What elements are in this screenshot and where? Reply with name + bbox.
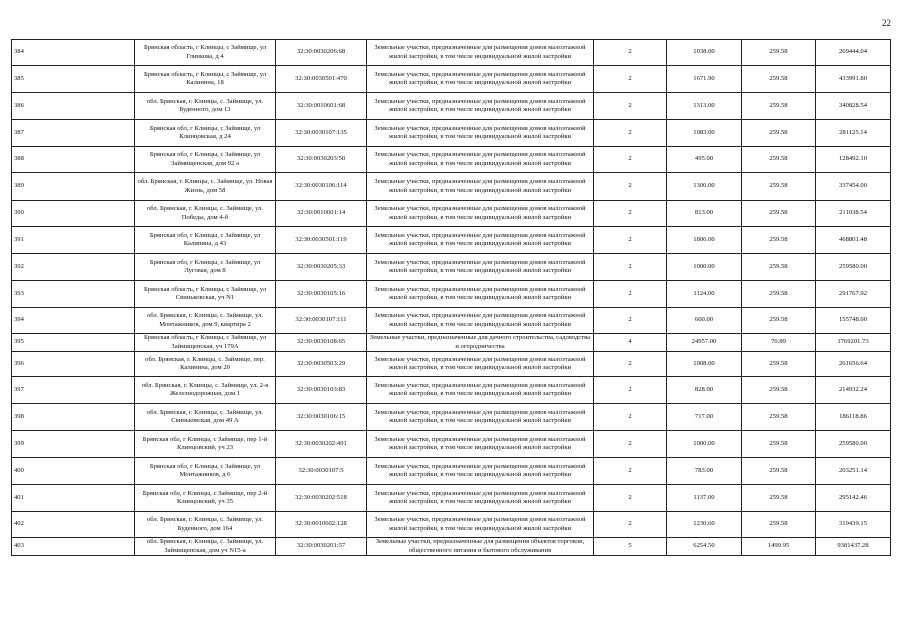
cadastral-number-cell: 32:30:0030501:119 [276,227,367,254]
cadastral-value-cell: 128492.10 [816,147,891,173]
area-cell: 1671.90 [667,66,742,93]
address-cell: Брянская обл, г Клинцы, с Займище, ул Клинцовская, д 24 [135,120,276,147]
address-cell: обл. Брянская, г. Клинцы, с. Займище, ул. Новая Жизнь, дом 58 [135,173,276,201]
address-cell: обл. Брянская, г. Клинцы, с. Займище, ул. Победы, дом 4-б [135,201,276,227]
group-number-cell: 2 [594,254,667,281]
cadastral-number-cell: 32:30:0030202:518 [276,485,367,512]
cadastral-number-cell: 32:30:0030108:65 [276,334,367,352]
land-use-type-cell: Земельные участки, предназначенные для размещения домов малоэтажной жилой застройки, в том числе индивидуальной жилой застройки [367,40,594,66]
table-row [12,254,891,281]
cadastral-value-table [11,39,891,556]
cadastral-number-cell: 32:30:0030501:470 [276,66,367,93]
table-row [12,431,891,458]
land-use-type-cell: Земельные участки, предназначенные для размещения домов малоэтажной жилой застройки, в том числе индивидуальной жилой застройки [367,308,594,334]
row-number-cell: 390 [12,201,135,227]
group-number-cell: 2 [594,120,667,147]
row-number-cell: 403 [12,538,135,556]
table-row [12,334,891,352]
specific-value-cell: 259.58 [742,352,816,377]
group-number-cell: 2 [594,173,667,201]
row-number-cell: 396 [12,352,135,377]
land-use-type-cell: Земельные участки, предназначенные для размещения домов малоэтажной жилой застройки, в том числе индивидуальной жилой застройки [367,147,594,173]
group-number-cell: 2 [594,431,667,458]
group-number-cell: 2 [594,93,667,120]
land-use-type-cell: Земельные участки, предназначенные для дачного строительства, садоводства и огородничества [367,334,594,352]
area-cell: 1230.60 [667,512,742,538]
land-use-type-cell: Земельные участки, предназначенные для размещения домов малоэтажной жилой застройки, в том числе индивидуальной жилой застройки [367,352,594,377]
row-number-cell: 386 [12,93,135,120]
cadastral-number-cell: 32:30:0030107:135 [276,120,367,147]
area-cell: 600.00 [667,308,742,334]
cadastral-number-cell: 32:30:0030202:491 [276,431,367,458]
cadastral-number-cell: 32:30:0030503:29 [276,352,367,377]
area-cell: 1124.00 [667,281,742,308]
address-cell: Брянская обл, г Клинцы, с Займище, пер 2-й Клинцовский, уч 35 [135,485,276,512]
area-cell: 717.00 [667,404,742,431]
group-number-cell: 2 [594,66,667,93]
group-number-cell: 2 [594,352,667,377]
table-row [12,66,891,93]
cadastral-number-cell: 32:30:0030203:50 [276,147,367,173]
row-number-cell: 394 [12,308,135,334]
cadastral-value-cell: 340828.54 [816,93,891,120]
area-cell: 1000.00 [667,254,742,281]
row-number-cell: 397 [12,377,135,404]
specific-value-cell: 259.58 [742,431,816,458]
group-number-cell: 4 [594,334,667,352]
cadastral-number-cell: 32:30:0010601:68 [276,93,367,120]
specific-value-cell: 259.58 [742,254,816,281]
area-cell: 1300.00 [667,173,742,201]
cadastral-value-cell: 468801.48 [816,227,891,254]
specific-value-cell: 259.58 [742,404,816,431]
table-row [12,485,891,512]
specific-value-cell: 70.89 [742,334,816,352]
table-row [12,458,891,485]
group-number-cell: 2 [594,147,667,173]
address-cell: обл. Брянская, г. Клинцы, с. Займище, ул. Буденного, дом 164 [135,512,276,538]
area-cell: 828.00 [667,377,742,404]
cadastral-value-cell: 433991.80 [816,66,891,93]
table-row [12,93,891,120]
table-row [12,377,891,404]
cadastral-number-cell: 32:30:0030105:16 [276,281,367,308]
table-row [12,512,891,538]
cadastral-value-cell: 319439.15 [816,512,891,538]
area-cell: 1806.00 [667,227,742,254]
cadastral-value-cell: 295142.46 [816,485,891,512]
specific-value-cell: 259.58 [742,308,816,334]
address-cell: Брянская область, г Клинцы, с Займище, ул Свиньковская, уч N1 [135,281,276,308]
area-cell: 6254.50 [667,538,742,556]
address-cell: Брянская область, г Клинцы, с Займище, ул Глинкова, д 4 [135,40,276,66]
table-row [12,227,891,254]
address-cell: Брянская область, г Клинцы, с Займище, ул Займищенская, уч 179А [135,334,276,352]
cadastral-number-cell: 32:30:0030107:5 [276,458,367,485]
land-use-type-cell: Земельные участки, предназначенные для размещения домов малоэтажной жилой застройки, в том числе индивидуальной жилой застройки [367,254,594,281]
specific-value-cell: 259.58 [742,147,816,173]
cadastral-value-cell: 203251.14 [816,458,891,485]
row-number-cell: 395 [12,334,135,352]
land-use-type-cell: Земельные участки, предназначенные для размещения домов малоэтажной жилой застройки, в том числе индивидуальной жилой застройки [367,201,594,227]
land-use-type-cell: Земельные участки, предназначенные для размещения домов малоэтажной жилой застройки, в том числе индивидуальной жилой застройки [367,173,594,201]
row-number-cell: 387 [12,120,135,147]
specific-value-cell: 259.58 [742,93,816,120]
row-number-cell: 385 [12,66,135,93]
cadastral-value-cell: 337454.00 [816,173,891,201]
address-cell: обл. Брянская, г. Клинцы, с. Займище, ул. Монтажников, дом 9, квартира 2 [135,308,276,334]
table-row [12,201,891,227]
table-row [12,308,891,334]
area-cell: 1313.00 [667,93,742,120]
address-cell: обл. Брянская, г. Клинцы, с. Займище, пер. Калинина, дом 20 [135,352,276,377]
land-use-type-cell: Земельные участки, предназначенные для размещения объектов торговли, общественного питания и бытового обслуживания [367,538,594,556]
cadastral-number-cell: 32:30:0030201:57 [276,538,367,556]
area-cell: 24957.00 [667,334,742,352]
table-row [12,538,891,556]
cadastral-value-cell: 9381437.28 [816,538,891,556]
specific-value-cell: 259.58 [742,281,816,308]
area-cell: 783.00 [667,458,742,485]
specific-value-cell: 259.58 [742,173,816,201]
row-number-cell: 388 [12,147,135,173]
row-number-cell: 392 [12,254,135,281]
table-row [12,173,891,201]
address-cell: Брянская обл, г Клинцы, с Займище, ул Калинина, д 43 [135,227,276,254]
table-row [12,147,891,173]
specific-value-cell: 259.58 [742,512,816,538]
cadastral-value-cell: 155748.00 [816,308,891,334]
row-number-cell: 393 [12,281,135,308]
table-row [12,404,891,431]
address-cell: Брянская обл, г Клинцы, с Займище, ул Займищенская, дом 92 а [135,147,276,173]
group-number-cell: 2 [594,227,667,254]
land-use-type-cell: Земельные участки, предназначенные для размещения домов малоэтажной жилой застройки, в том числе индивидуальной жилой застройки [367,431,594,458]
land-use-type-cell: Земельные участки, предназначенные для размещения домов малоэтажной жилой застройки, в том числе индивидуальной жилой застройки [367,377,594,404]
group-number-cell: 2 [594,40,667,66]
specific-value-cell: 259.58 [742,485,816,512]
row-number-cell: 398 [12,404,135,431]
row-number-cell: 401 [12,485,135,512]
cadastral-value-cell: 214932.24 [816,377,891,404]
cadastral-number-cell: 32:30:0010601:14 [276,201,367,227]
specific-value-cell: 259.58 [742,201,816,227]
table-row [12,352,891,377]
cadastral-number-cell: 32:30:0030103:83 [276,377,367,404]
land-use-type-cell: Земельные участки, предназначенные для размещения домов малоэтажной жилой застройки, в том числе индивидуальной жилой застройки [367,227,594,254]
specific-value-cell: 1499.95 [742,538,816,556]
page-number: 22 [882,18,891,28]
group-number-cell: 2 [594,281,667,308]
cadastral-number-cell: 32:30:0030106:114 [276,173,367,201]
cadastral-number-cell: 32:30:0030107:111 [276,308,367,334]
address-cell: обл. Брянская, г. Клинцы, с. Займище, ул. Буденного, дом 13 [135,93,276,120]
cadastral-value-cell: 261656.64 [816,352,891,377]
specific-value-cell: 259.58 [742,227,816,254]
area-cell: 813.00 [667,201,742,227]
specific-value-cell: 259.58 [742,458,816,485]
cadastral-value-cell: 186118.86 [816,404,891,431]
area-cell: 495.00 [667,147,742,173]
address-cell: Брянская обл, г Клинцы, с Займище, пер 1-й Клинцовский, уч 23 [135,431,276,458]
specific-value-cell: 259.58 [742,377,816,404]
address-cell: Брянская область, г Клинцы, с Займище, ул Калинина, 18 [135,66,276,93]
land-use-type-cell: Земельные участки, предназначенные для размещения домов малоэтажной жилой застройки, в том числе индивидуальной жилой застройки [367,93,594,120]
row-number-cell: 389 [12,173,135,201]
address-cell: обл. Брянская, г. Клинцы, с. Займище, ул. Свиньковская, дом 49 А [135,404,276,431]
specific-value-cell: 259.58 [742,66,816,93]
group-number-cell: 2 [594,458,667,485]
group-number-cell: 2 [594,377,667,404]
address-cell: Брянская обл, г Клинцы, с Займище, ул Монтажников, д 6 [135,458,276,485]
cadastral-value-cell: 281125.14 [816,120,891,147]
address-cell: обл. Брянская, г. Клинцы, с. Займище, ул. 2-я Железнодорожная, дом 1 [135,377,276,404]
group-number-cell: 2 [594,201,667,227]
area-cell: 1008.00 [667,352,742,377]
cadastral-number-cell: 32:30:0030205:33 [276,254,367,281]
cadastral-value-cell: 259580.00 [816,254,891,281]
group-number-cell: 2 [594,404,667,431]
cadastral-value-cell: 269444.04 [816,40,891,66]
land-use-type-cell: Земельные участки, предназначенные для размещения домов малоэтажной жилой застройки, в том числе индивидуальной жилой застройки [367,485,594,512]
table-row [12,120,891,147]
cadastral-value-cell: 211038.54 [816,201,891,227]
land-use-type-cell: Земельные участки, предназначенные для размещения домов малоэтажной жилой застройки, в том числе индивидуальной жилой застройки [367,120,594,147]
area-cell: 1083.00 [667,120,742,147]
cadastral-value-cell: 291767.92 [816,281,891,308]
cadastral-number-cell: 32:30:0030206:68 [276,40,367,66]
specific-value-cell: 259.58 [742,40,816,66]
land-use-type-cell: Земельные участки, предназначенные для размещения домов малоэтажной жилой застройки, в том числе индивидуальной жилой застройки [367,458,594,485]
row-number-cell: 384 [12,40,135,66]
specific-value-cell: 259.58 [742,120,816,147]
row-number-cell: 400 [12,458,135,485]
group-number-cell: 5 [594,538,667,556]
cadastral-value-cell: 1769201.73 [816,334,891,352]
row-number-cell: 399 [12,431,135,458]
table-row [12,281,891,308]
land-use-type-cell: Земельные участки, предназначенные для размещения домов малоэтажной жилой застройки, в том числе индивидуальной жилой застройки [367,66,594,93]
group-number-cell: 2 [594,512,667,538]
group-number-cell: 2 [594,485,667,512]
table-row [12,40,891,66]
address-cell: Брянская обл, г Клинцы, с Займище, ул Луговая, дом 8 [135,254,276,281]
row-number-cell: 391 [12,227,135,254]
area-cell: 1038.00 [667,40,742,66]
land-use-type-cell: Земельные участки, предназначенные для размещения домов малоэтажной жилой застройки, в том числе индивидуальной жилой застройки [367,404,594,431]
cadastral-number-cell: 32:30:0030106:15 [276,404,367,431]
address-cell: обл. Брянская, г. Клинцы, с. Займище, ул. Займищенская, дом уч N15-а [135,538,276,556]
cadastral-number-cell: 32:30:0010602:128 [276,512,367,538]
area-cell: 1137.00 [667,485,742,512]
land-use-type-cell: Земельные участки, предназначенные для размещения домов малоэтажной жилой застройки, в том числе индивидуальной жилой застройки [367,512,594,538]
group-number-cell: 2 [594,308,667,334]
area-cell: 1000.00 [667,431,742,458]
row-number-cell: 402 [12,512,135,538]
cadastral-value-cell: 259580.00 [816,431,891,458]
land-use-type-cell: Земельные участки, предназначенные для размещения домов малоэтажной жилой застройки, в том числе индивидуальной жилой застройки [367,281,594,308]
